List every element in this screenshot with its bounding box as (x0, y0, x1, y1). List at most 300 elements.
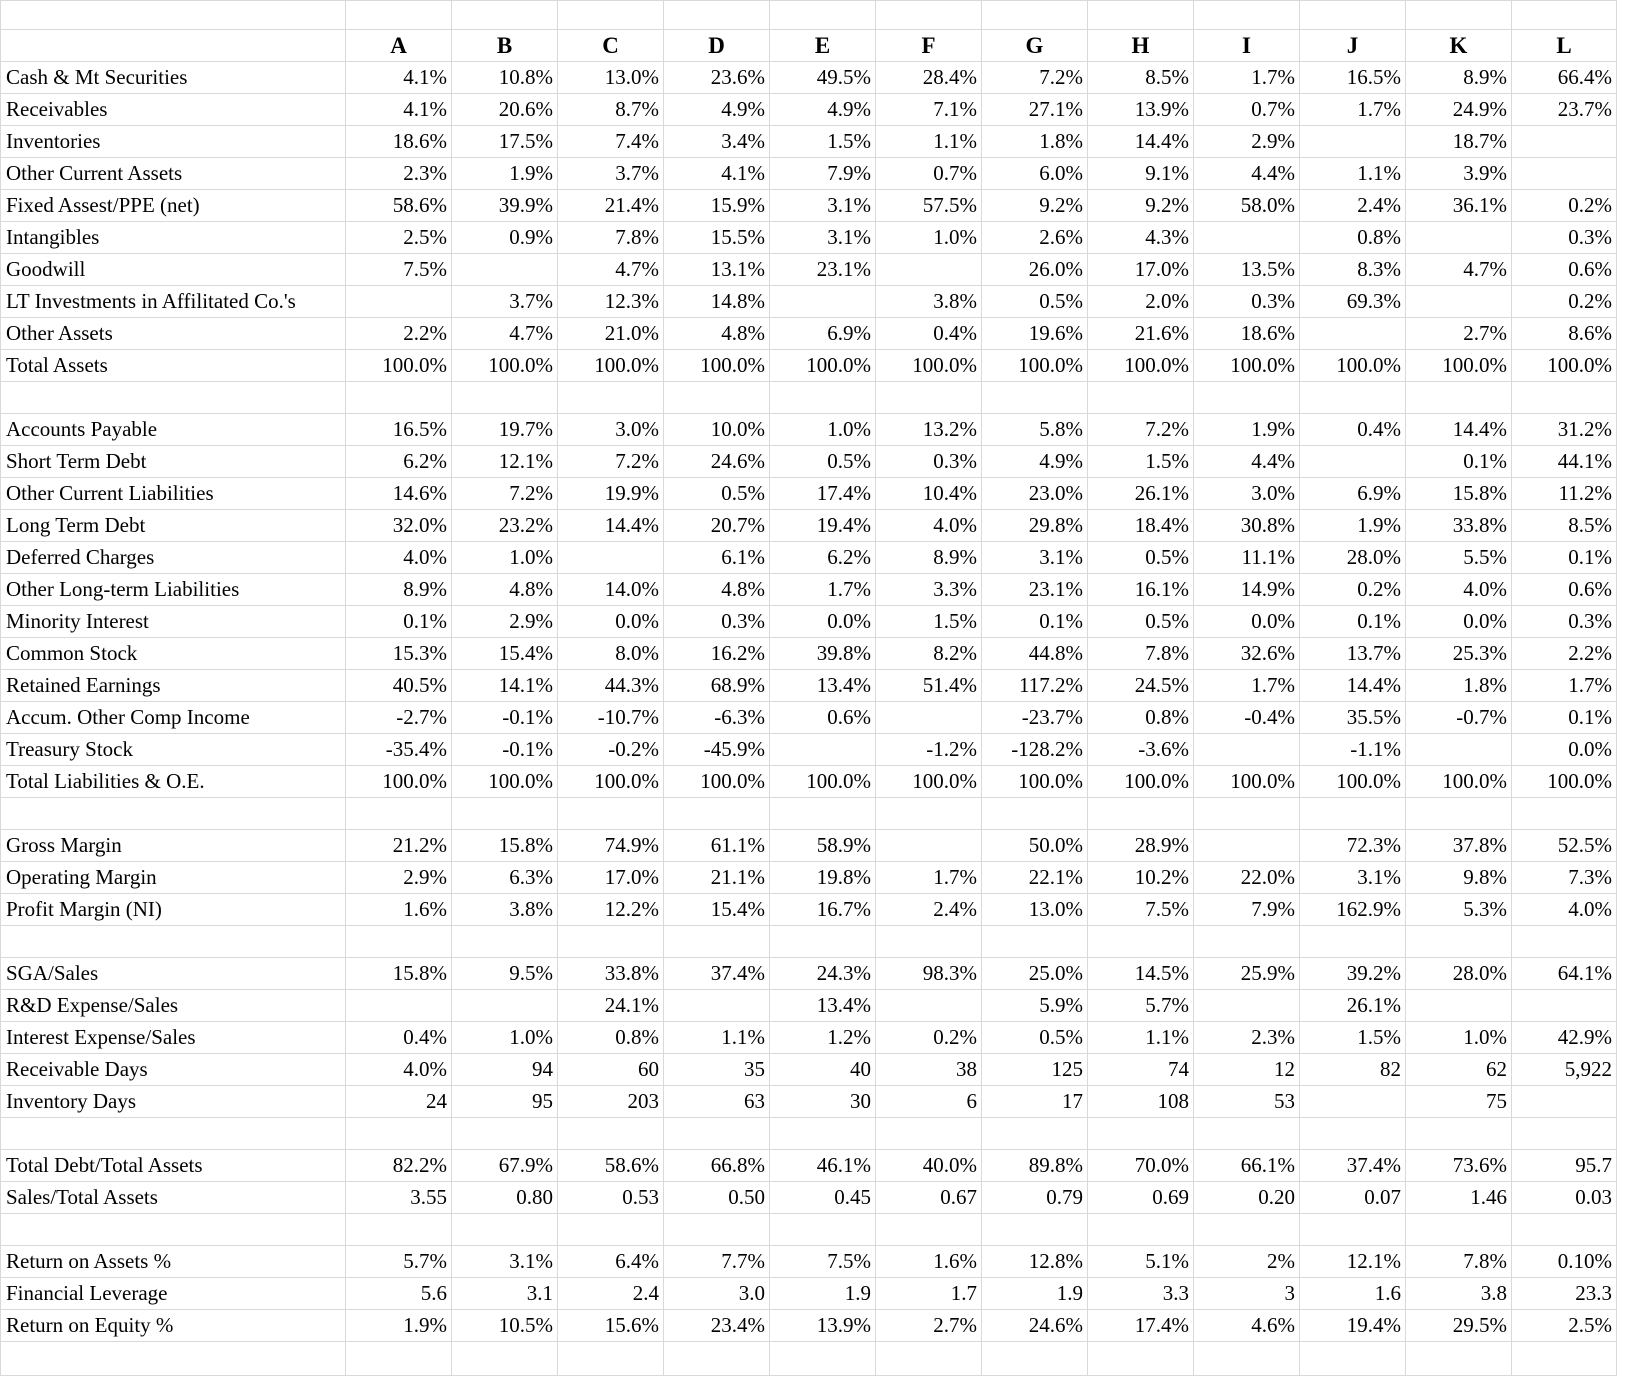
column-header-e[interactable]: E (770, 30, 876, 62)
empty-cell[interactable] (1300, 1342, 1406, 1376)
value-cell[interactable]: 58.6% (346, 190, 452, 222)
value-cell[interactable]: 0.4% (1300, 414, 1406, 446)
value-cell[interactable] (1300, 446, 1406, 478)
value-cell[interactable]: 19.6% (982, 318, 1088, 350)
row-label[interactable]: Receivable Days (1, 1054, 346, 1086)
value-cell[interactable]: 26.1% (1300, 990, 1406, 1022)
value-cell[interactable]: 10.2% (1088, 862, 1194, 894)
row-label[interactable]: Accounts Payable (1, 414, 346, 446)
value-cell[interactable] (1194, 990, 1300, 1022)
value-cell[interactable]: 100.0% (558, 766, 664, 798)
empty-cell[interactable] (982, 926, 1088, 958)
value-cell[interactable]: 23.7% (1512, 94, 1617, 126)
value-cell[interactable]: 28.9% (1088, 830, 1194, 862)
value-cell[interactable]: 66.1% (1194, 1150, 1300, 1182)
empty-cell[interactable] (1088, 798, 1194, 830)
value-cell[interactable]: 14.0% (558, 574, 664, 606)
value-cell[interactable]: 203 (558, 1086, 664, 1118)
value-cell[interactable]: 62 (1406, 1054, 1512, 1086)
value-cell[interactable]: -35.4% (346, 734, 452, 766)
value-cell[interactable]: 0.7% (1194, 94, 1300, 126)
empty-cell[interactable] (1194, 1118, 1300, 1150)
value-cell[interactable]: 9.5% (452, 958, 558, 990)
value-cell[interactable]: 26.1% (1088, 478, 1194, 510)
value-cell[interactable]: -1.2% (876, 734, 982, 766)
empty-cell[interactable] (1088, 1118, 1194, 1150)
value-cell[interactable]: 0.8% (1088, 702, 1194, 734)
row-label[interactable]: Inventories (1, 126, 346, 158)
value-cell[interactable]: 0.10% (1512, 1246, 1617, 1278)
empty-cell[interactable] (1, 1, 346, 30)
value-cell[interactable]: 44.3% (558, 670, 664, 702)
value-cell[interactable]: 4.0% (876, 510, 982, 542)
value-cell[interactable]: 21.1% (664, 862, 770, 894)
empty-cell[interactable] (1, 1342, 346, 1376)
value-cell[interactable]: 17.0% (558, 862, 664, 894)
value-cell[interactable]: 14.1% (452, 670, 558, 702)
value-cell[interactable]: 49.5% (770, 62, 876, 94)
value-cell[interactable]: 21.6% (1088, 318, 1194, 350)
row-label[interactable]: Profit Margin (NI) (1, 894, 346, 926)
value-cell[interactable]: 24.6% (664, 446, 770, 478)
value-cell[interactable]: 4.1% (346, 94, 452, 126)
value-cell[interactable] (1194, 830, 1300, 862)
empty-cell[interactable] (1, 798, 346, 830)
row-label[interactable]: Short Term Debt (1, 446, 346, 478)
value-cell[interactable]: 3.3% (876, 574, 982, 606)
value-cell[interactable]: 27.1% (982, 94, 1088, 126)
value-cell[interactable]: 1.5% (1088, 446, 1194, 478)
value-cell[interactable]: 2.7% (876, 1310, 982, 1342)
value-cell[interactable]: 6.9% (770, 318, 876, 350)
value-cell[interactable]: 37.8% (1406, 830, 1512, 862)
value-cell[interactable]: 2.7% (1406, 318, 1512, 350)
row-label[interactable]: Other Current Liabilities (1, 478, 346, 510)
empty-cell[interactable] (452, 1342, 558, 1376)
column-header-h[interactable]: H (1088, 30, 1194, 62)
row-label[interactable]: Minority Interest (1, 606, 346, 638)
empty-cell[interactable] (558, 798, 664, 830)
value-cell[interactable] (1194, 222, 1300, 254)
value-cell[interactable]: 9.1% (1088, 158, 1194, 190)
empty-cell[interactable] (452, 382, 558, 414)
value-cell[interactable]: 3.9% (1406, 158, 1512, 190)
value-cell[interactable]: 1.7% (1194, 670, 1300, 702)
value-cell[interactable]: 0.2% (1300, 574, 1406, 606)
value-cell[interactable]: -23.7% (982, 702, 1088, 734)
value-cell[interactable]: 0.1% (346, 606, 452, 638)
value-cell[interactable]: -0.1% (452, 734, 558, 766)
value-cell[interactable]: 6.0% (982, 158, 1088, 190)
value-cell[interactable]: 13.7% (1300, 638, 1406, 670)
empty-cell[interactable] (1300, 1214, 1406, 1246)
value-cell[interactable]: 15.6% (558, 1310, 664, 1342)
empty-cell[interactable] (982, 382, 1088, 414)
empty-cell[interactable] (876, 1118, 982, 1150)
value-cell[interactable]: 11.2% (1512, 478, 1617, 510)
value-cell[interactable]: 12.1% (1300, 1246, 1406, 1278)
value-cell[interactable]: 58.0% (1194, 190, 1300, 222)
column-header-b[interactable]: B (452, 30, 558, 62)
value-cell[interactable]: 7.5% (346, 254, 452, 286)
value-cell[interactable]: 100.0% (664, 350, 770, 382)
value-cell[interactable]: 100.0% (1088, 350, 1194, 382)
empty-cell[interactable] (558, 1214, 664, 1246)
value-cell[interactable]: 13.1% (664, 254, 770, 286)
value-cell[interactable]: 50.0% (982, 830, 1088, 862)
value-cell[interactable]: 0.20 (1194, 1182, 1300, 1214)
value-cell[interactable]: 8.9% (876, 542, 982, 574)
empty-cell[interactable] (346, 1, 452, 30)
value-cell[interactable]: 4.9% (664, 94, 770, 126)
value-cell[interactable]: 28.0% (1406, 958, 1512, 990)
value-cell[interactable]: 8.3% (1300, 254, 1406, 286)
value-cell[interactable]: 0.3% (876, 446, 982, 478)
value-cell[interactable]: 100.0% (876, 350, 982, 382)
value-cell[interactable]: 117.2% (982, 670, 1088, 702)
value-cell[interactable]: 4.0% (346, 1054, 452, 1086)
empty-cell[interactable] (558, 1118, 664, 1150)
value-cell[interactable]: 0.7% (876, 158, 982, 190)
value-cell[interactable]: 33.8% (1406, 510, 1512, 542)
value-cell[interactable]: 39.2% (1300, 958, 1406, 990)
value-cell[interactable]: 1.8% (1406, 670, 1512, 702)
value-cell[interactable]: 32.6% (1194, 638, 1300, 670)
value-cell[interactable]: 8.2% (876, 638, 982, 670)
value-cell[interactable]: 10.0% (664, 414, 770, 446)
value-cell[interactable]: 7.8% (1088, 638, 1194, 670)
value-cell[interactable]: 33.8% (558, 958, 664, 990)
value-cell[interactable]: 7.5% (1088, 894, 1194, 926)
value-cell[interactable]: 20.7% (664, 510, 770, 542)
empty-cell[interactable] (1300, 1, 1406, 30)
value-cell[interactable]: 7.3% (1512, 862, 1617, 894)
row-label[interactable]: Interest Expense/Sales (1, 1022, 346, 1054)
value-cell[interactable]: 2.5% (346, 222, 452, 254)
column-header-a[interactable]: A (346, 30, 452, 62)
column-header-g[interactable]: G (982, 30, 1088, 62)
value-cell[interactable]: 16.5% (1300, 62, 1406, 94)
value-cell[interactable]: 2% (1194, 1246, 1300, 1278)
value-cell[interactable]: 0.5% (1088, 542, 1194, 574)
value-cell[interactable]: 17.4% (1088, 1310, 1194, 1342)
empty-cell[interactable] (1406, 926, 1512, 958)
value-cell[interactable]: 52.5% (1512, 830, 1617, 862)
value-cell[interactable]: 4.0% (1512, 894, 1617, 926)
value-cell[interactable]: 16.2% (664, 638, 770, 670)
empty-cell[interactable] (346, 1342, 452, 1376)
value-cell[interactable]: 100.0% (452, 350, 558, 382)
value-cell[interactable]: 1.1% (876, 126, 982, 158)
value-cell[interactable]: 0.3% (664, 606, 770, 638)
value-cell[interactable] (1300, 1086, 1406, 1118)
value-cell[interactable]: 2.0% (1088, 286, 1194, 318)
value-cell[interactable]: 0.67 (876, 1182, 982, 1214)
value-cell[interactable] (1300, 318, 1406, 350)
value-cell[interactable]: 1.8% (982, 126, 1088, 158)
value-cell[interactable]: 1.9 (982, 1278, 1088, 1310)
value-cell[interactable]: 7.5% (770, 1246, 876, 1278)
value-cell[interactable]: 0.1% (982, 606, 1088, 638)
column-header-c[interactable]: C (558, 30, 664, 62)
value-cell[interactable]: 61.1% (664, 830, 770, 862)
value-cell[interactable]: 100.0% (558, 350, 664, 382)
value-cell[interactable]: 1.1% (1088, 1022, 1194, 1054)
value-cell[interactable] (1194, 734, 1300, 766)
value-cell[interactable]: 0.4% (876, 318, 982, 350)
value-cell[interactable]: 46.1% (770, 1150, 876, 1182)
value-cell[interactable]: 4.6% (1194, 1310, 1300, 1342)
row-label[interactable]: SGA/Sales (1, 958, 346, 990)
row-label[interactable]: R&D Expense/Sales (1, 990, 346, 1022)
value-cell[interactable]: 13.2% (876, 414, 982, 446)
row-label[interactable]: Other Long-term Liabilities (1, 574, 346, 606)
value-cell[interactable]: 25.3% (1406, 638, 1512, 670)
empty-cell[interactable] (1088, 926, 1194, 958)
value-cell[interactable]: 68.9% (664, 670, 770, 702)
value-cell[interactable]: 38 (876, 1054, 982, 1086)
value-cell[interactable]: 0.5% (982, 286, 1088, 318)
empty-cell[interactable] (452, 1118, 558, 1150)
value-cell[interactable]: 16.1% (1088, 574, 1194, 606)
value-cell[interactable]: 0.5% (664, 478, 770, 510)
value-cell[interactable]: 24.3% (770, 958, 876, 990)
row-label[interactable]: Fixed Assest/PPE (net) (1, 190, 346, 222)
value-cell[interactable]: 22.0% (1194, 862, 1300, 894)
value-cell[interactable]: 7.4% (558, 126, 664, 158)
value-cell[interactable]: 12 (1194, 1054, 1300, 1086)
value-cell[interactable]: 25.0% (982, 958, 1088, 990)
value-cell[interactable]: 10.8% (452, 62, 558, 94)
value-cell[interactable]: 13.0% (982, 894, 1088, 926)
value-cell[interactable]: 19.7% (452, 414, 558, 446)
value-cell[interactable]: 39.9% (452, 190, 558, 222)
empty-cell[interactable] (770, 926, 876, 958)
value-cell[interactable]: 23.1% (982, 574, 1088, 606)
value-cell[interactable]: 3.4% (664, 126, 770, 158)
value-cell[interactable]: 20.6% (452, 94, 558, 126)
value-cell[interactable] (1300, 126, 1406, 158)
value-cell[interactable]: 58.6% (558, 1150, 664, 1182)
value-cell[interactable]: 0.0% (1406, 606, 1512, 638)
value-cell[interactable]: 0.07 (1300, 1182, 1406, 1214)
row-label[interactable]: Operating Margin (1, 862, 346, 894)
row-label[interactable]: Total Debt/Total Assets (1, 1150, 346, 1182)
value-cell[interactable]: 100.0% (1406, 350, 1512, 382)
value-cell[interactable]: 8.7% (558, 94, 664, 126)
value-cell[interactable]: 0.1% (1300, 606, 1406, 638)
empty-cell[interactable] (770, 1214, 876, 1246)
value-cell[interactable]: 10.4% (876, 478, 982, 510)
value-cell[interactable]: -128.2% (982, 734, 1088, 766)
empty-cell[interactable] (1194, 798, 1300, 830)
value-cell[interactable]: -0.1% (452, 702, 558, 734)
value-cell[interactable]: 6.4% (558, 1246, 664, 1278)
value-cell[interactable]: 29.8% (982, 510, 1088, 542)
value-cell[interactable]: 4.1% (346, 62, 452, 94)
value-cell[interactable]: 75 (1406, 1086, 1512, 1118)
empty-cell[interactable] (1088, 1, 1194, 30)
value-cell[interactable]: 0.2% (1512, 286, 1617, 318)
value-cell[interactable]: 12.8% (982, 1246, 1088, 1278)
value-cell[interactable]: 5.3% (1406, 894, 1512, 926)
empty-cell[interactable] (452, 798, 558, 830)
value-cell[interactable] (1406, 990, 1512, 1022)
value-cell[interactable]: 26.0% (982, 254, 1088, 286)
empty-cell[interactable] (1194, 926, 1300, 958)
value-cell[interactable]: 4.0% (1406, 574, 1512, 606)
value-cell[interactable]: 42.9% (1512, 1022, 1617, 1054)
value-cell[interactable]: 0.03 (1512, 1182, 1617, 1214)
empty-cell[interactable] (1512, 382, 1617, 414)
column-header-d[interactable]: D (664, 30, 770, 62)
empty-cell[interactable] (1512, 926, 1617, 958)
value-cell[interactable]: 1.7 (876, 1278, 982, 1310)
value-cell[interactable]: 1.7% (1194, 62, 1300, 94)
empty-cell[interactable] (876, 1214, 982, 1246)
value-cell[interactable]: 0.45 (770, 1182, 876, 1214)
value-cell[interactable]: 1.0% (452, 542, 558, 574)
value-cell[interactable]: 23.0% (982, 478, 1088, 510)
row-label[interactable]: LT Investments in Affilitated Co.'s (1, 286, 346, 318)
value-cell[interactable]: 1.7% (876, 862, 982, 894)
value-cell[interactable]: 24.6% (982, 1310, 1088, 1342)
value-cell[interactable]: 10.5% (452, 1310, 558, 1342)
column-header-k[interactable]: K (1406, 30, 1512, 62)
value-cell[interactable]: 17.4% (770, 478, 876, 510)
value-cell[interactable]: 4.7% (558, 254, 664, 286)
value-cell[interactable]: 8.5% (1512, 510, 1617, 542)
value-cell[interactable]: 0.79 (982, 1182, 1088, 1214)
value-cell[interactable]: 19.9% (558, 478, 664, 510)
value-cell[interactable]: 1.1% (664, 1022, 770, 1054)
row-label[interactable]: Cash & Mt Securities (1, 62, 346, 94)
value-cell[interactable]: 0.5% (982, 1022, 1088, 1054)
value-cell[interactable]: 8.0% (558, 638, 664, 670)
value-cell[interactable]: 8.6% (1512, 318, 1617, 350)
value-cell[interactable]: 17.5% (452, 126, 558, 158)
value-cell[interactable]: 15.8% (346, 958, 452, 990)
value-cell[interactable]: 22.1% (982, 862, 1088, 894)
value-cell[interactable]: 7.2% (982, 62, 1088, 94)
value-cell[interactable] (876, 702, 982, 734)
value-cell[interactable]: -0.7% (1406, 702, 1512, 734)
value-cell[interactable]: -2.7% (346, 702, 452, 734)
value-cell[interactable]: 14.9% (1194, 574, 1300, 606)
value-cell[interactable]: 18.6% (346, 126, 452, 158)
value-cell[interactable]: 44.1% (1512, 446, 1617, 478)
value-cell[interactable]: 2.6% (982, 222, 1088, 254)
empty-cell[interactable] (876, 382, 982, 414)
empty-cell[interactable] (1512, 1, 1617, 30)
value-cell[interactable]: 12.2% (558, 894, 664, 926)
empty-cell[interactable] (664, 1, 770, 30)
value-cell[interactable]: 0.5% (770, 446, 876, 478)
value-cell[interactable]: 1.9% (346, 1310, 452, 1342)
value-cell[interactable]: 40.0% (876, 1150, 982, 1182)
value-cell[interactable]: 17.0% (1088, 254, 1194, 286)
value-cell[interactable]: 4.7% (452, 318, 558, 350)
row-label[interactable]: Financial Leverage (1, 1278, 346, 1310)
value-cell[interactable]: 3.0 (664, 1278, 770, 1310)
value-cell[interactable]: 4.1% (664, 158, 770, 190)
value-cell[interactable]: 0.3% (1194, 286, 1300, 318)
value-cell[interactable]: 0.4% (346, 1022, 452, 1054)
empty-cell[interactable] (346, 1118, 452, 1150)
empty-cell[interactable] (1, 382, 346, 414)
value-cell[interactable]: 2.4% (1300, 190, 1406, 222)
value-cell[interactable]: 0.5% (1088, 606, 1194, 638)
value-cell[interactable]: 82 (1300, 1054, 1406, 1086)
empty-cell[interactable] (558, 1, 664, 30)
empty-cell[interactable] (664, 798, 770, 830)
value-cell[interactable]: 100.0% (1194, 766, 1300, 798)
value-cell[interactable]: 57.5% (876, 190, 982, 222)
value-cell[interactable]: 2.3% (346, 158, 452, 190)
value-cell[interactable]: 3.1% (770, 222, 876, 254)
value-cell[interactable]: 95.7 (1512, 1150, 1617, 1182)
empty-cell[interactable] (1406, 1118, 1512, 1150)
value-cell[interactable]: 15.5% (664, 222, 770, 254)
value-cell[interactable]: 73.6% (1406, 1150, 1512, 1182)
value-cell[interactable]: 1.9% (452, 158, 558, 190)
empty-cell[interactable] (664, 382, 770, 414)
value-cell[interactable]: 82.2% (346, 1150, 452, 1182)
empty-cell[interactable] (558, 1342, 664, 1376)
value-cell[interactable]: 2.9% (346, 862, 452, 894)
value-cell[interactable]: 1.0% (1406, 1022, 1512, 1054)
value-cell[interactable]: -6.3% (664, 702, 770, 734)
value-cell[interactable]: 100.0% (1512, 350, 1617, 382)
value-cell[interactable]: 66.8% (664, 1150, 770, 1182)
value-cell[interactable]: 100.0% (770, 766, 876, 798)
row-label[interactable]: Accum. Other Comp Income (1, 702, 346, 734)
row-label[interactable]: Total Liabilities & O.E. (1, 766, 346, 798)
value-cell[interactable]: 0.6% (1512, 574, 1617, 606)
value-cell[interactable]: 17 (982, 1086, 1088, 1118)
value-cell[interactable]: 2.2% (1512, 638, 1617, 670)
value-cell[interactable]: 7.2% (452, 478, 558, 510)
value-cell[interactable]: 1.7% (1300, 94, 1406, 126)
value-cell[interactable]: 2.2% (346, 318, 452, 350)
value-cell[interactable]: 5,922 (1512, 1054, 1617, 1086)
value-cell[interactable]: 3.0% (558, 414, 664, 446)
empty-cell[interactable] (876, 798, 982, 830)
value-cell[interactable]: 4.8% (664, 574, 770, 606)
value-cell[interactable]: 0.2% (876, 1022, 982, 1054)
value-cell[interactable] (346, 990, 452, 1022)
empty-cell[interactable] (1194, 1342, 1300, 1376)
value-cell[interactable]: 8.5% (1088, 62, 1194, 94)
value-cell[interactable]: 0.9% (452, 222, 558, 254)
value-cell[interactable]: 0.80 (452, 1182, 558, 1214)
value-cell[interactable]: 94 (452, 1054, 558, 1086)
value-cell[interactable]: 18.7% (1406, 126, 1512, 158)
value-cell[interactable]: 7.7% (664, 1246, 770, 1278)
value-cell[interactable]: 7.8% (1406, 1246, 1512, 1278)
value-cell[interactable]: 6.3% (452, 862, 558, 894)
empty-cell[interactable] (1, 926, 346, 958)
value-cell[interactable]: 15.8% (452, 830, 558, 862)
value-cell[interactable]: 15.9% (664, 190, 770, 222)
empty-cell[interactable] (876, 926, 982, 958)
empty-cell[interactable] (1512, 1342, 1617, 1376)
value-cell[interactable]: 9.2% (1088, 190, 1194, 222)
value-cell[interactable]: 5.9% (982, 990, 1088, 1022)
value-cell[interactable]: 1.0% (876, 222, 982, 254)
empty-cell[interactable] (1088, 382, 1194, 414)
value-cell[interactable]: 7.8% (558, 222, 664, 254)
